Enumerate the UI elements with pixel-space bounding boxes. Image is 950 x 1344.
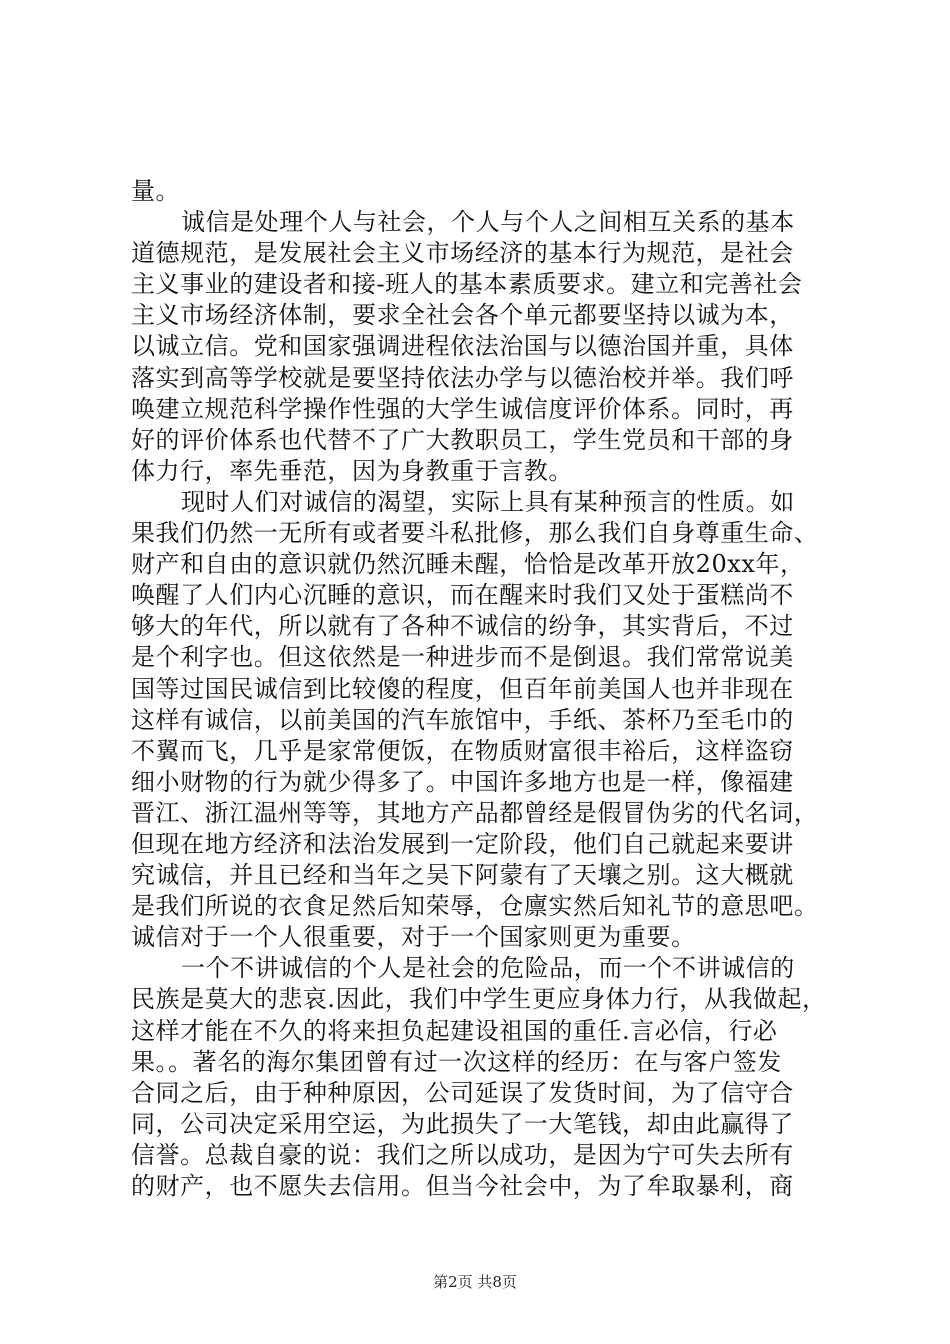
text-line: 诚信是处理个人与社会，个人与个人之间相互关系的基本 — [181, 208, 795, 237]
text-line: 一个不讲诚信的个人是社会的危险品，而一个不讲诚信的 — [181, 954, 795, 983]
text-line: 这样有诚信，以前美国的汽车旅馆中，手纸、茶杯乃至毛巾的 — [131, 705, 794, 734]
text-line: 是个利字也。但这依然是一种进步而不是倒退。我们常常说美 — [131, 643, 794, 672]
text-line: 国等过国民诚信到比较傻的程度，但百年前美国人也并非现在 — [131, 674, 794, 703]
text-line: 信誉。总裁自豪的说：我们之所以成功，是因为宁可失去所有 — [131, 1140, 794, 1169]
text-line: 究诚信，并且已经和当年之吴下阿蒙有了天壤之别。这大概就 — [131, 861, 794, 890]
text-line: 晋江、浙江温州等等，其地方产品都曾经是假冒伪劣的代名词， — [131, 798, 819, 827]
text-line: 好的评价体系也代替不了广大教职员工，学生党员和干部的身 — [131, 425, 794, 454]
text-line: 诚信对于一个人很重要，对于一个国家则更为重要。 — [131, 923, 696, 952]
text-line: 这样才能在不久的将来担负起建设祖国的重任.言必信，行必 — [131, 1016, 778, 1045]
text-line: 但现在地方经济和法治发展到一定阶段，他们自己就起来要讲 — [131, 829, 794, 858]
text-line: 落实到高等学校就是要坚持依法办学与以德治校并举。我们呼 — [131, 363, 794, 392]
text-line: 以诚立信。党和国家强调进程依法治国与以德治国并重，具体 — [131, 332, 794, 361]
text-line: 道德规范，是发展社会主义市场经济的基本行为规范，是社会 — [131, 239, 794, 268]
text-line: 量。 — [131, 177, 181, 205]
text-line: 唤醒了人们内心沉睡的意识，而在醒来时我们又处于蛋糕尚不 — [131, 581, 794, 610]
text-line: 同，公司决定采用空运，为此损失了一大笔钱，却由此赢得了 — [131, 1109, 794, 1138]
text-line: 民族是莫大的悲哀.因此，我们中学生更应身体力行，从我做起， — [131, 985, 827, 1014]
text-line: 不翼而飞，几乎是家常便饭，在物质财富很丰裕后，这样盗窃 — [131, 736, 794, 765]
text-line: 主义市场经济体制，要求全社会各个单元都要坚持以诚为本， — [131, 301, 794, 330]
text-line: 果我们仍然一无所有或者要斗私批修，那么我们自身尊重生命、 — [131, 519, 819, 548]
text-line: 唤建立规范科学操作性强的大学生诚信度评价体系。同时，再 — [131, 394, 794, 423]
text-line: 现时人们对诚信的渴望，实际上具有某种预言的性质。如 — [181, 487, 795, 516]
text-line: 的财产，也不愿失去信用。但当今社会中，为了牟取暴利，商 — [131, 1172, 794, 1200]
text-line: 合同之后，由于种种原因，公司延误了发货时间，为了信守合 — [131, 1078, 794, 1107]
page-number-footer: 第2页 共8页 — [433, 1273, 517, 1291]
document-body-text — [131, 176, 831, 1202]
text-line: 够大的年代，所以就有了各种不诚信的纷争，其实背后，不过 — [131, 612, 794, 641]
text-line: 财产和自由的意识就仍然沉睡未醒，恰恰是改革开放20xx年， — [131, 550, 805, 579]
text-line: 主义事业的建设者和接-班人的基本素质要求。建立和完善社会 — [131, 270, 803, 299]
text-line: 体力行，率先垂范，因为身教重于言教。 — [131, 456, 573, 485]
text-line: 是我们所说的衣食足然后知荣辱，仓廪实然后知礼节的意思吧。 — [131, 892, 819, 921]
text-line: 细小财物的行为就少得多了。中国许多地方也是一样，像福建 — [131, 767, 794, 796]
text-line: 果。。著名的海尔集团曾有过一次这样的经历：在与客户签发 — [131, 1047, 782, 1076]
